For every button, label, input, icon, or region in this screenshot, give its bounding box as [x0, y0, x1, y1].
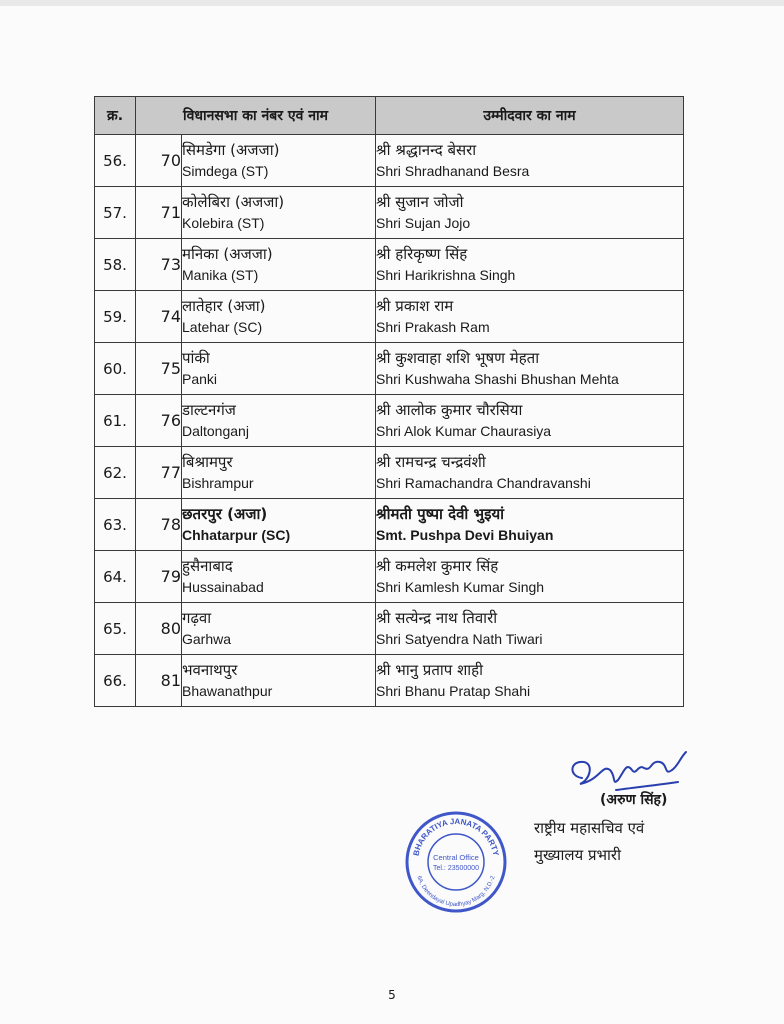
table-row	[95, 187, 684, 239]
candidate-name-hindi: श्री सत्येन्द्र नाथ तिवारी	[376, 609, 498, 627]
candidate-name-english: Shri Prakash Ram	[376, 319, 490, 335]
constituency-name-cell	[182, 135, 376, 187]
party-office-seal	[404, 810, 508, 914]
constituency-name-english: Hussainabad	[182, 579, 264, 595]
constituency-name-english: Chhatarpur (SC)	[182, 527, 291, 543]
table-body	[95, 135, 684, 707]
constituency-number-cell: 78	[136, 499, 182, 551]
constituency-number-cell: 77	[136, 447, 182, 499]
candidate-name-english: Shri Ramachandra Chandravanshi	[376, 475, 591, 491]
table-row	[95, 447, 684, 499]
constituency-number-cell: 80	[136, 603, 182, 655]
constituency-number-cell: 74	[136, 291, 182, 343]
constituency-name-english: Bishrampur	[182, 475, 254, 491]
signatory-name: (अरुण सिंह)	[600, 792, 668, 808]
candidate-name-cell	[376, 603, 684, 655]
candidate-name-cell	[376, 395, 684, 447]
serial-cell: 59.	[95, 291, 136, 343]
constituency-name-english: Garhwa	[182, 631, 232, 647]
serial-cell: 58.	[95, 239, 136, 291]
seal-center-line-2: Tel.: 23500000	[433, 865, 479, 872]
candidate-name-cell	[376, 447, 684, 499]
constituency-name-hindi: कोलेबिरा (अजजा)	[182, 193, 285, 211]
candidate-name-cell	[376, 291, 684, 343]
serial-cell: 64.	[95, 551, 136, 603]
header-constituency: विधानसभा का नंबर एवं नाम	[136, 97, 376, 135]
constituency-name-cell	[182, 395, 376, 447]
constituency-name-cell	[182, 187, 376, 239]
candidate-name-english: Shri Harikrishna Singh	[376, 267, 516, 283]
constituency-number-cell: 71	[136, 187, 182, 239]
constituency-number-cell: 81	[136, 655, 182, 707]
constituency-name-english: Simdega (ST)	[182, 163, 269, 179]
candidate-name-hindi: श्री आलोक कुमार चौरसिया	[376, 401, 523, 419]
constituency-number-cell: 70	[136, 135, 182, 187]
constituency-name-english: Latehar (SC)	[182, 319, 263, 335]
signatory-designation	[534, 815, 714, 869]
designation-line-1: राष्ट्रीय महासचिव एवं	[534, 819, 645, 837]
candidate-name-english: Shri Shradhanand Besra	[376, 163, 530, 179]
constituency-name-hindi: छतरपुर (अजा)	[182, 505, 268, 523]
constituency-name-cell	[182, 291, 376, 343]
constituency-name-hindi: मनिका (अजजा)	[182, 245, 273, 263]
candidate-name-cell	[376, 655, 684, 707]
constituency-name-hindi: डाल्टनगंज	[182, 401, 236, 419]
candidate-name-hindi: श्री रामचन्द्र चन्द्रवंशी	[376, 453, 486, 471]
candidate-name-english: Smt. Pushpa Devi Bhuiyan	[376, 527, 554, 543]
constituency-name-hindi: गढ़वा	[182, 609, 212, 627]
seal-bottom-text: 6A, Deendayal Upadhyay Marg, N.D.-2	[415, 875, 497, 909]
serial-cell: 56.	[95, 135, 136, 187]
table-row	[95, 291, 684, 343]
table-row	[95, 135, 684, 187]
candidate-name-cell	[376, 499, 684, 551]
constituency-number-cell: 76	[136, 395, 182, 447]
serial-cell: 61.	[95, 395, 136, 447]
serial-cell: 57.	[95, 187, 136, 239]
constituency-name-hindi: हुसैनाबाद	[182, 557, 233, 575]
serial-cell: 65.	[95, 603, 136, 655]
table-row	[95, 239, 684, 291]
constituency-name-cell	[182, 447, 376, 499]
table-row	[95, 499, 684, 551]
serial-cell: 66.	[95, 655, 136, 707]
constituency-name-hindi: बिश्रामपुर	[182, 453, 233, 471]
candidate-name-hindi: श्री श्रद्धानन्द बेसरा	[376, 141, 477, 159]
constituency-name-english: Panki	[182, 371, 218, 387]
candidate-name-hindi: श्री प्रकाश राम	[376, 297, 454, 315]
constituency-name-hindi: भवनाथपुर	[182, 661, 238, 679]
candidate-name-english: Shri Bhanu Pratap Shahi	[376, 683, 531, 699]
candidate-name-hindi: श्री कुशवाहा शशि भूषण मेहता	[376, 349, 540, 367]
table-header-row	[95, 97, 684, 135]
table-row	[95, 343, 684, 395]
candidate-name-english: Shri Satyendra Nath Tiwari	[376, 631, 543, 647]
candidate-name-english: Shri Kushwaha Shashi Bhushan Mehta	[376, 371, 619, 387]
table-row	[95, 655, 684, 707]
candidate-name-cell	[376, 343, 684, 395]
candidate-name-cell	[376, 551, 684, 603]
table-row	[95, 603, 684, 655]
constituency-name-english: Manika (ST)	[182, 267, 259, 283]
candidate-name-hindi: श्रीमती पुष्पा देवी भुइयां	[376, 505, 505, 523]
constituency-name-cell	[182, 343, 376, 395]
header-candidate: उम्मीदवार का नाम	[376, 97, 684, 135]
candidate-name-cell	[376, 239, 684, 291]
candidate-list-table	[94, 96, 684, 707]
constituency-number-cell: 75	[136, 343, 182, 395]
page-number: 5	[388, 988, 396, 1002]
constituency-name-cell	[182, 239, 376, 291]
candidate-name-english: Shri Alok Kumar Chaurasiya	[376, 423, 552, 439]
header-serial: क्र.	[95, 97, 136, 135]
table-row	[95, 551, 684, 603]
constituency-name-english: Bhawanathpur	[182, 683, 273, 699]
serial-cell: 62.	[95, 447, 136, 499]
constituency-name-cell	[182, 603, 376, 655]
candidate-name-hindi: श्री हरिकृष्ण सिंह	[376, 245, 468, 263]
constituency-name-cell	[182, 655, 376, 707]
candidate-name-english: Shri Sujan Jojo	[376, 215, 471, 231]
candidate-name-cell	[376, 187, 684, 239]
page-top-edge	[0, 0, 784, 6]
constituency-name-cell	[182, 551, 376, 603]
constituency-name-english: Daltonganj	[182, 423, 249, 439]
candidate-name-hindi: श्री सुजान जोजो	[376, 193, 464, 211]
candidate-name-hindi: श्री कमलेश कुमार सिंह	[376, 557, 499, 575]
constituency-name-cell	[182, 499, 376, 551]
designation-line-2: मुख्यालय प्रभारी	[534, 846, 621, 864]
constituency-name-english: Kolebira (ST)	[182, 215, 265, 231]
candidate-name-cell	[376, 135, 684, 187]
seal-outer-text: BHARATIYA JANATA PARTY	[411, 816, 501, 857]
constituency-name-hindi: सिमडेगा (अजजा)	[182, 141, 280, 159]
constituency-number-cell: 79	[136, 551, 182, 603]
serial-cell: 63.	[95, 499, 136, 551]
seal-center-line-1: Central Office	[433, 853, 479, 862]
constituency-name-hindi: लातेहार (अजा)	[182, 297, 266, 315]
table-row	[95, 395, 684, 447]
serial-cell: 60.	[95, 343, 136, 395]
constituency-name-hindi: पांकी	[182, 349, 210, 367]
candidate-name-hindi: श्री भानु प्रताप शाही	[376, 661, 484, 679]
candidate-name-english: Shri Kamlesh Kumar Singh	[376, 579, 545, 595]
constituency-number-cell: 73	[136, 239, 182, 291]
